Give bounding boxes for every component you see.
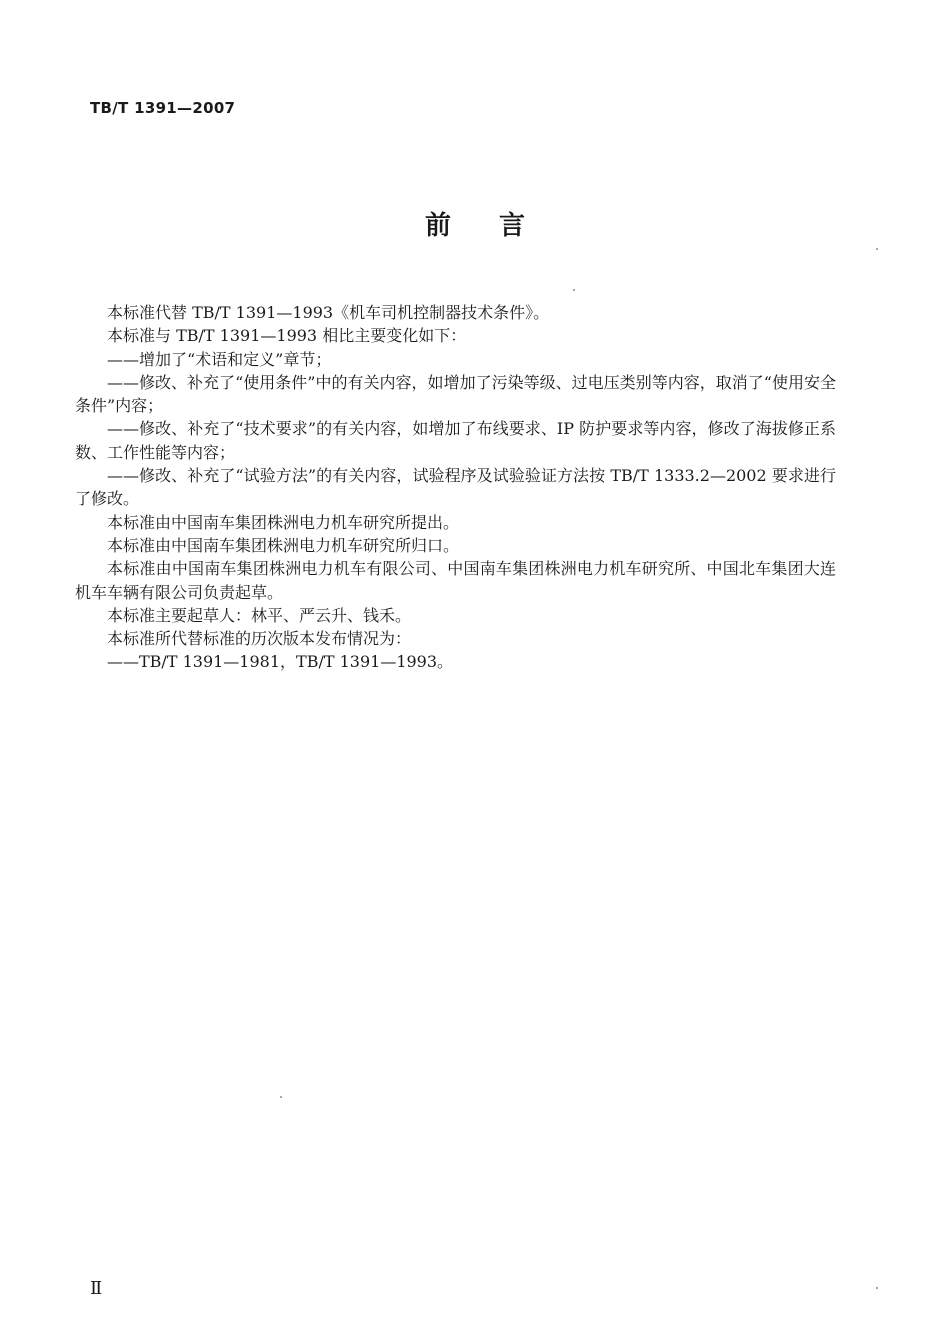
list-item: ——TB/T 1391—1981，TB/T 1391—1993。: [107, 652, 454, 672]
scan-speck: [876, 1287, 878, 1289]
paragraph: 本标准与 TB/T 1391—1993 相比主要变化如下：: [107, 326, 467, 346]
page-number: Ⅱ: [90, 1278, 103, 1299]
list-item: ——增加了“术语和定义”章节；: [107, 349, 332, 369]
page-title: 前言: [424, 211, 573, 241]
paragraph: 本标准由中国南车集团株洲电力机车研究所归口。: [107, 535, 460, 555]
paragraph: 本标准由中国南车集团株洲电力机车有限公司、中国南车集团株洲电力机车研究所、中国北车集团大连机车车辆有限公司负责起草。: [75, 559, 836, 602]
scan-speck: [876, 248, 878, 250]
paragraph: 本标准所代替标准的历次版本发布情况为：: [107, 629, 412, 649]
list-item: ——修改、补充了“使用条件”中的有关内容，如增加了污染等级、过电压类别等内容，取消了“使用安全条件”内容；: [75, 372, 836, 416]
document-code: TB/T 1391—2007: [90, 99, 236, 117]
scan-speck: [573, 289, 575, 291]
foreword-body: [75, 301, 836, 674]
scan-speck: [280, 1096, 282, 1098]
paragraph: 本标准主要起草人：林平、严云升、钱禾。: [107, 605, 412, 625]
list-item: ——修改、补充了“技术要求”的有关内容，如增加了布线要求、IP 防护要求等内容，修改了海拔修正系数、工作性能等内容；: [75, 419, 836, 462]
paragraph: 本标准由中国南车集团株洲电力机车研究所提出。: [107, 512, 460, 532]
list-item: ——修改、补充了“试验方法”的有关内容，试验程序及试验验证方法按 TB/T 1333.2—2002 要求进行了修改。: [75, 466, 836, 509]
paragraph: 本标准代替 TB/T 1391—1993《机车司机控制器技术条件》。: [107, 303, 550, 322]
